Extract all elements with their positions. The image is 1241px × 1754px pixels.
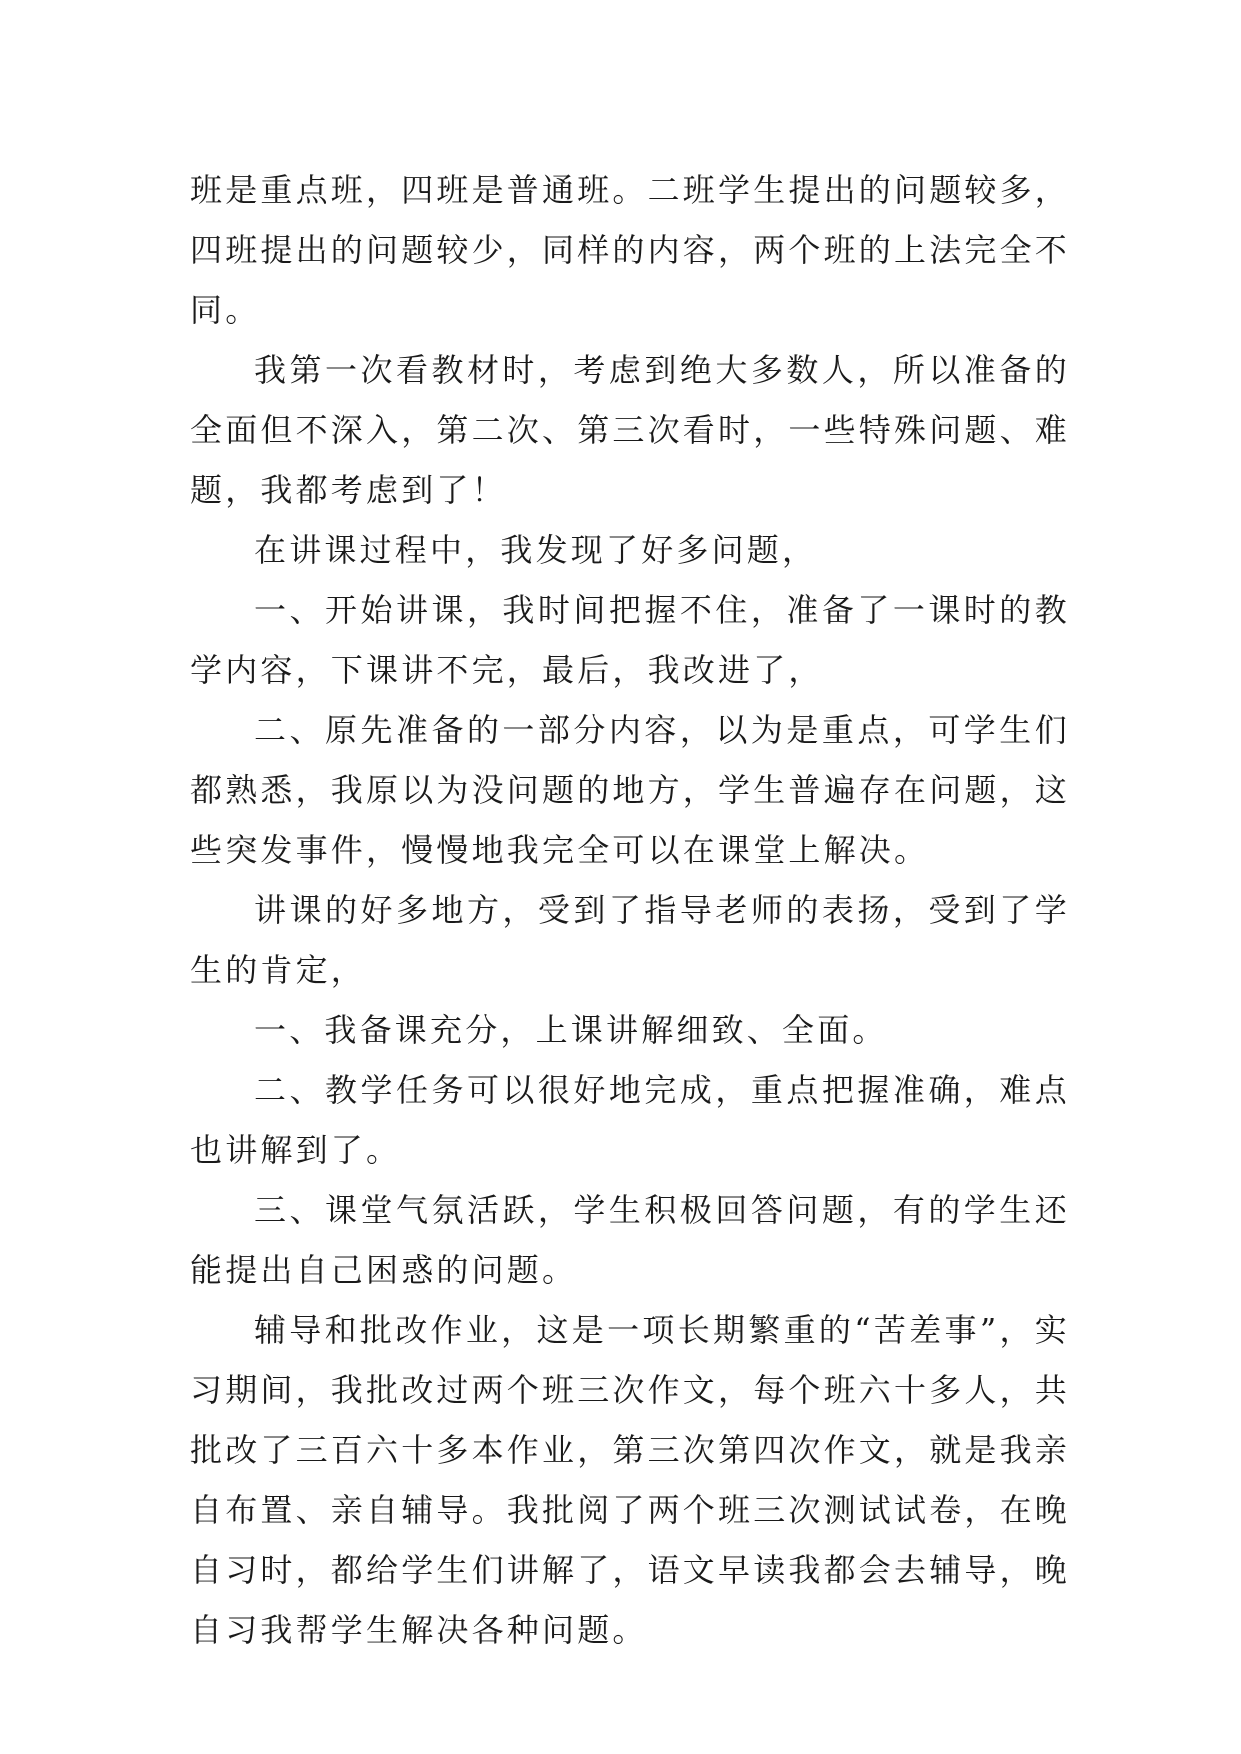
document-body xyxy=(190,160,1070,1660)
paragraph-6: 讲课的好多地方，受到了指导老师的表扬，受到了学生的肯定， xyxy=(190,891,1070,989)
paragraph-3: 在讲课过程中，我发现了好多问题， xyxy=(254,531,818,569)
paragraph-10: 辅导和批改作业，这是一项长期繁重的“苦差事”，实习期间，我批改过两个班三次作文，每个班六十多人，共批改了三百六十多本作业，第三次第四次作文，就是我亲自布置、亲自辅导。我批阅了两个班三次测试试卷，在晚自习时，都给学生们讲解了，语文早读我都会去辅导，晚自习我帮学生解决各种问题。 xyxy=(190,1311,1071,1649)
paragraph-8: 二、教学任务可以很好地完成，重点把握准确，难点也讲解到了。 xyxy=(190,1071,1070,1169)
paragraph-4: 一、开始讲课，我时间把握不住，准备了一课时的教学内容，下课讲不完，最后，我改进了， xyxy=(190,591,1070,689)
paragraph-2: 我第一次看教材时，考虑到绝大多数人，所以准备的全面但不深入，第二次、第三次看时，一些特殊问题、难题，我都考虑到了！ xyxy=(190,351,1071,509)
paragraph-7: 一、我备课充分，上课讲解细致、全面。 xyxy=(254,1011,888,1049)
paragraph-9: 三、课堂气氛活跃，学生积极回答问题，有的学生还能提出自己困惑的问题。 xyxy=(190,1191,1070,1289)
paragraph-1: 班是重点班，四班是普通班。二班学生提出的问题较多，四班提出的问题较少，同样的内容，两个班的上法完全不同。 xyxy=(190,171,1071,329)
paragraph-5: 二、原先准备的一部分内容，以为是重点，可学生们都熟悉，我原以为没问题的地方，学生普遍存在问题，这些突发事件，慢慢地我完全可以在课堂上解决。 xyxy=(190,711,1071,869)
